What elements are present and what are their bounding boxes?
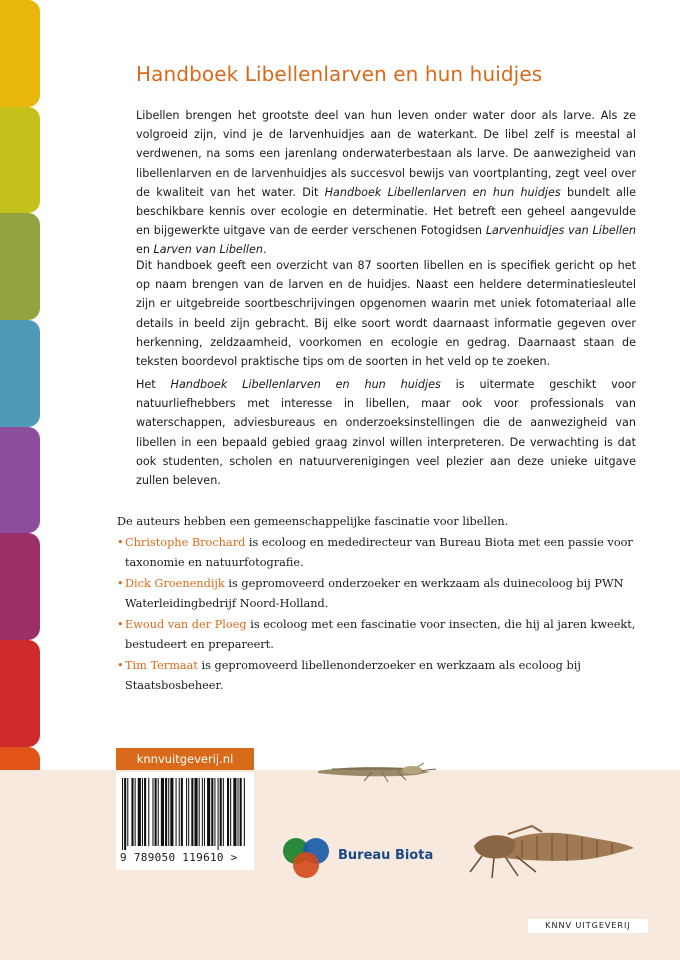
author-text <box>125 656 637 696</box>
author-text <box>125 533 637 573</box>
paragraph-1-text: bundelt alle beschikbare kennis over ecologie en determinatie. Het betreft een geheel aangevulde en bijgewerkte uitgave van de eerder verschenen Fotogidsen <box>136 185 636 238</box>
bureau-biota-logo <box>276 833 336 883</box>
paragraph-1-text: Larvenhuidjes van Libellen <box>485 224 636 238</box>
author-item <box>117 656 637 696</box>
author-description: is ecoloog met een fascinatie voor insecten, die hij al jaren kweekt, bestudeert en prepareert. <box>125 618 636 651</box>
author-description: is ecoloog en mededirecteur van Bureau Biota met een passie voor taxonomie en natuurfotografie. <box>125 536 633 569</box>
author-name: Tim Termaat <box>125 659 198 672</box>
paragraph-1-text: Libellen brengen het grootste deel van hun leven onder water door als larve. Als ze volgroeid zijn, vind je de larvenhuidjes aan de waterkant. De libel zelf is meestal al verdwenen, na soms een jarenlang onderwaterbestaan als larve. De aanwezigheid van libellenlarven en de larvenhuidjes als succesvol bewijs van voortplanting, zegt veel over de kwaliteit van het water. Dit <box>136 109 636 199</box>
larva-photo-large <box>462 822 640 884</box>
paragraph-1-text: . <box>263 243 267 257</box>
description-paragraph-3 <box>136 375 636 490</box>
book-title: Handboek Libellenlarven en hun huidjes <box>136 62 543 86</box>
description-paragraph-1 <box>136 106 636 260</box>
paragraph-1-text: Larven van Libellen <box>153 243 264 257</box>
barcode-bars <box>122 778 248 850</box>
author-bullet: • <box>117 618 124 631</box>
author-text <box>125 615 637 655</box>
paragraph-2-text: Dit handboek geeft een overzicht van 87 soorten libellen en is specifiek gericht op het op naam brengen van de larven en de huidjes. Naast een heldere determinatiesleutel zijn er uitgebreide soortbeschrijvingen opgenomen waarin met uniek fotomateriaal alle details in beeld zijn gebracht. Bij elke soort wordt daarnaast informatie gegeven over herkenning, zeldzaamheid, voorkomen en ecologie en gedrag. Daarnaast staan de teksten boordevol praktische tips om de soorten in het veld op te zoeken. <box>136 259 636 369</box>
index-tab-7 <box>0 640 40 747</box>
author-item <box>117 533 637 573</box>
authors-section <box>117 512 637 697</box>
author-item <box>117 574 637 614</box>
paragraph-1-text: en <box>136 243 154 257</box>
author-bullet: • <box>117 659 124 672</box>
author-text <box>125 574 637 614</box>
author-description: is gepromoveerd onderzoeker en werkzaam als duinecoloog bij PWN Waterleidingbedrijf Noord-Holland. <box>125 577 624 610</box>
publisher-label: KNNV UITGEVERIJ <box>528 919 648 933</box>
index-tab-6 <box>0 533 40 640</box>
author-bullet: • <box>117 536 124 549</box>
barcode <box>116 772 254 870</box>
authors-list <box>117 533 637 696</box>
author-description: is gepromoveerd libellenonderzoeker en werkzaam als ecoloog bij Staatsbosbeheer. <box>125 659 581 692</box>
website-label[interactable]: knnvuitgeverij.nl <box>116 748 254 770</box>
authors-intro: De auteurs hebben een gemeenschappelijke fascinatie voor libellen. <box>117 515 509 528</box>
index-tab-2 <box>0 107 40 214</box>
isbn-number: 9 789050 119610 > <box>120 851 238 864</box>
description-paragraph-2 <box>136 256 636 371</box>
paragraph-3-text: is uitermate geschikt voor natuurliefhebbers met interesse in libellen, maar ook voor professionals van waterschappen, adviesbureaus en onderzoeksinstellingen die de aanwezigheid van libellen in een bepaald gebied graag zinvol willen interpreteren. De verwachting is dat ook studenten, scholen en natuurverenigingen veel plezier aan deze unieke uitgave zullen beleven. <box>136 378 636 488</box>
author-item <box>117 615 637 655</box>
index-tab-5 <box>0 427 40 534</box>
bureau-biota-name: Bureau Biota <box>338 848 434 863</box>
index-tab-1 <box>0 0 40 107</box>
paragraph-1-text: Handboek Libellenlarven en hun huidjes <box>324 185 561 199</box>
author-name: Ewoud van der Ploeg <box>125 618 247 631</box>
larva-photo-small <box>312 757 444 785</box>
author-name: Christophe Brochard <box>125 536 246 549</box>
author-bullet: • <box>117 577 124 590</box>
paragraph-3-text: Handboek Libellenlarven en hun huidjes <box>170 378 441 391</box>
paragraph-3-text: Het <box>136 378 171 391</box>
index-tab-4 <box>0 320 40 427</box>
index-tab-3 <box>0 213 40 320</box>
author-name: Dick Groenendijk <box>125 577 225 590</box>
